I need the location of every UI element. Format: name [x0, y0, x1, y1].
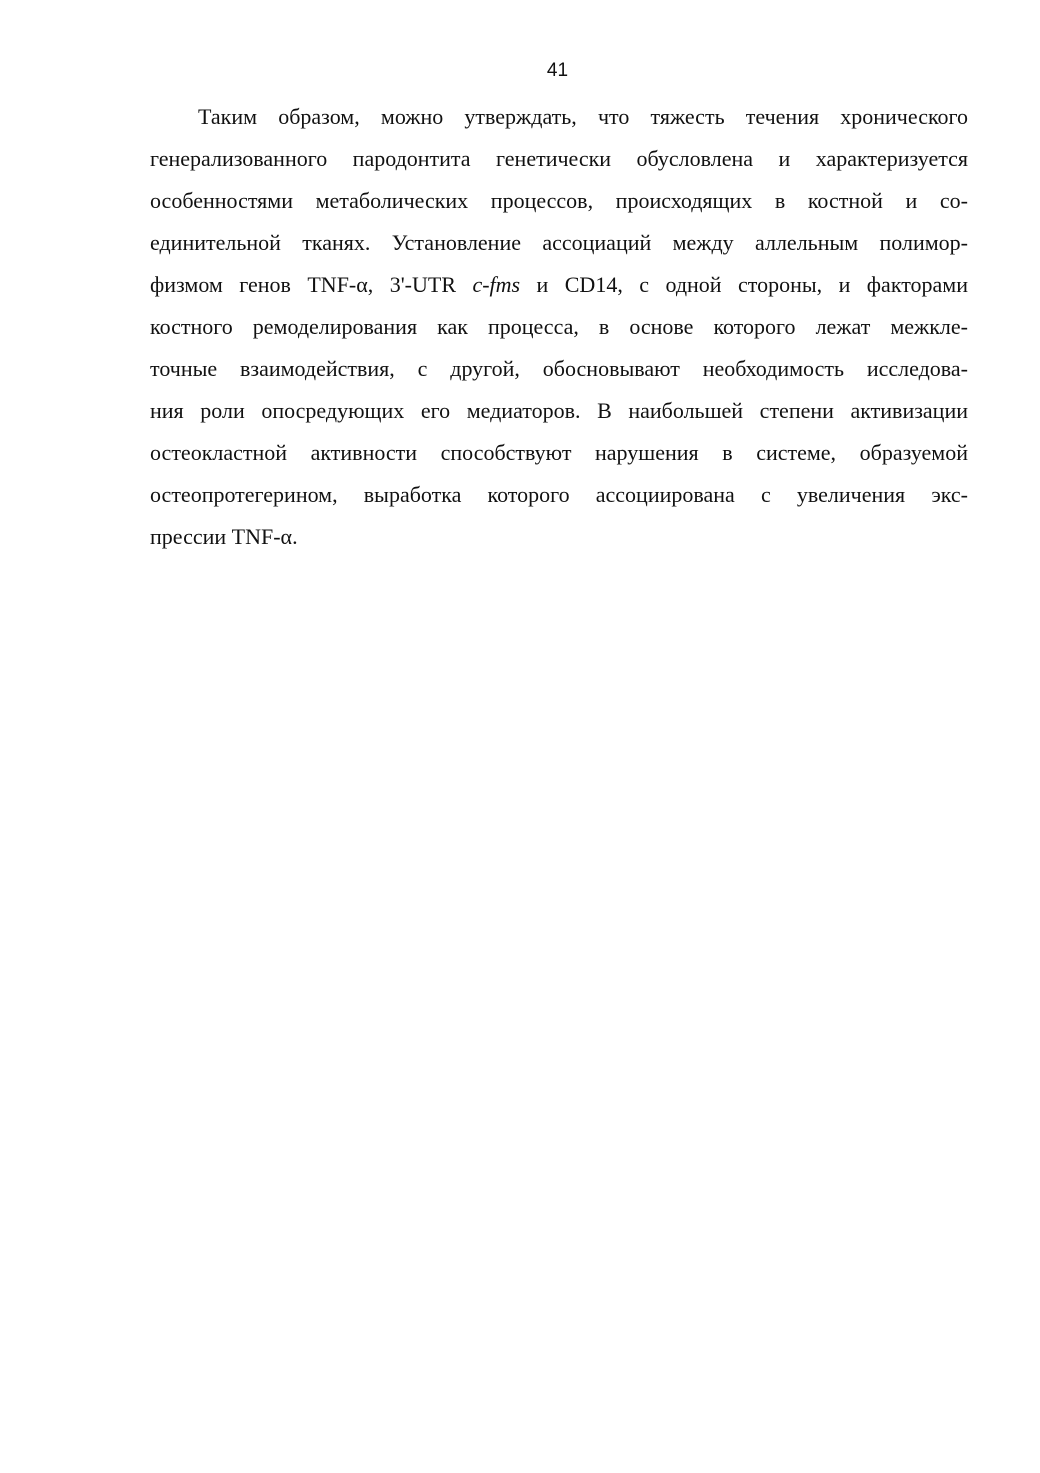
body-paragraph	[150, 96, 968, 558]
text-line: точные взаимодействия, с другой, обосновывают необходимость исследова-	[150, 356, 968, 381]
text-line: генерализованного пародонтита генетически обусловлена и характеризуется	[150, 146, 968, 171]
page-number: 41	[546, 60, 569, 81]
text-line: особенностями метаболических процессов, происходящих в костной и со-	[150, 188, 968, 213]
text-run: и CD14, с одной стороны, и факторами	[520, 272, 968, 297]
text-line: прессии TNF-α.	[150, 524, 298, 549]
gene-name-italic: c-fms	[472, 272, 521, 297]
text-line: остеокластной активности способствуют нарушения в системе, образуемой	[150, 440, 968, 465]
text-line: остеопротегерином, выработка которого ассоциирована с увеличения экс-	[150, 482, 968, 507]
text-line: Таким образом, можно утверждать, что тяжесть течения хронического	[198, 104, 968, 129]
text-line: единительной тканях. Установление ассоциаций между аллельным полимор-	[150, 230, 968, 255]
text-run: физмом генов TNF-α, 3'-UTR	[150, 272, 473, 297]
text-line: костного ремоделирования как процесса, в основе которого лежат межкле-	[150, 314, 968, 339]
text-line: ния роли опосредующих его медиаторов. В наибольшей степени активизации	[150, 398, 968, 423]
text-line	[150, 264, 968, 306]
